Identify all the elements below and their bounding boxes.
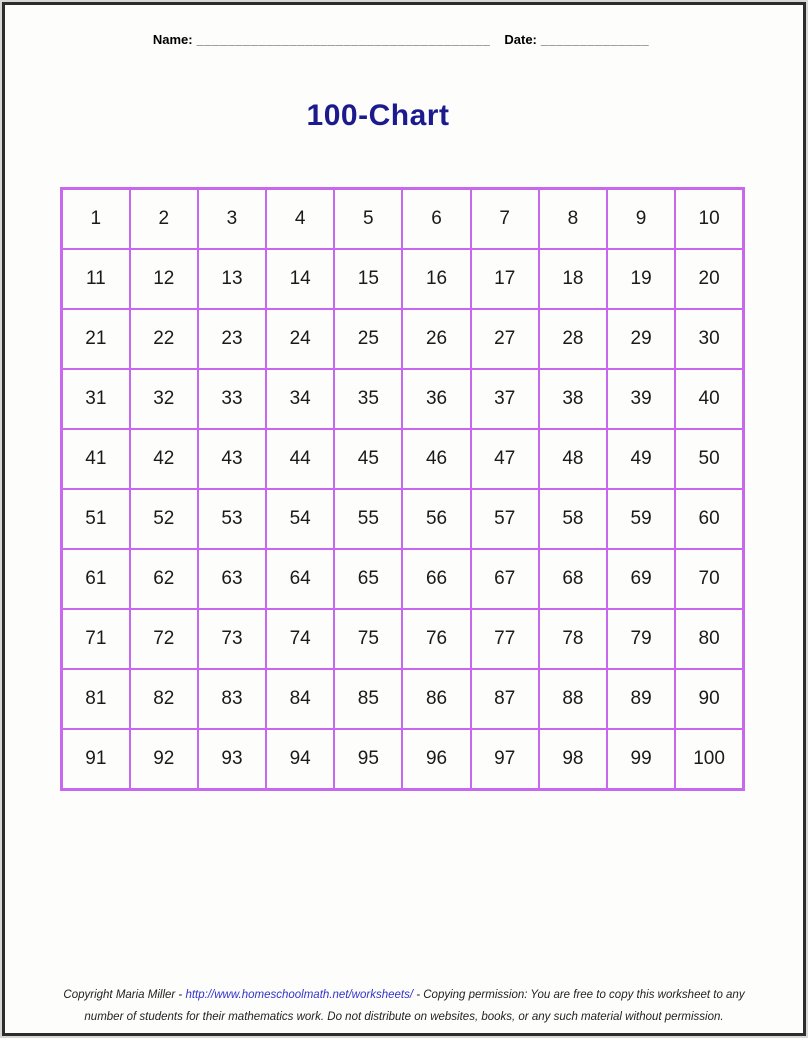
grid-cell: 75 [334, 609, 402, 669]
table-row [62, 429, 744, 489]
grid-cell: 57 [471, 489, 539, 549]
grid-cell: 47 [471, 429, 539, 489]
grid-cell: 12 [130, 249, 198, 309]
grid-cell: 43 [198, 429, 266, 489]
grid-cell: 29 [607, 309, 675, 369]
name-blank-line: ______________________________________ [196, 32, 491, 47]
grid-cell: 61 [62, 549, 130, 609]
grid-cell: 44 [266, 429, 334, 489]
grid-cell: 10 [675, 189, 743, 250]
grid-cell: 4 [266, 189, 334, 250]
page-title: 100-Chart [306, 99, 450, 132]
grid-cell: 64 [266, 549, 334, 609]
table-row [62, 489, 744, 549]
grid-cell: 39 [607, 369, 675, 429]
grid-cell: 100 [675, 729, 743, 790]
grid-cell: 28 [539, 309, 607, 369]
grid-cell: 6 [402, 189, 470, 250]
grid-cell: 19 [607, 249, 675, 309]
table-row [62, 669, 744, 729]
table-row [62, 369, 744, 429]
grid-cell: 27 [471, 309, 539, 369]
worksheet-page [2, 2, 806, 1036]
grid-cell: 46 [402, 429, 470, 489]
grid-cell: 45 [334, 429, 402, 489]
grid-cell: 31 [62, 369, 130, 429]
grid-cell: 69 [607, 549, 675, 609]
grid-cell: 68 [539, 549, 607, 609]
hundred-chart-table-body [62, 189, 744, 790]
name-label: Name: [152, 32, 193, 47]
table-row [62, 249, 744, 309]
grid-cell: 41 [62, 429, 130, 489]
table-row [62, 609, 744, 669]
grid-cell: 56 [402, 489, 470, 549]
grid-cell: 32 [130, 369, 198, 429]
grid-cell: 49 [607, 429, 675, 489]
worksheet-content [5, 5, 803, 1033]
grid-cell: 33 [198, 369, 266, 429]
grid-cell: 84 [266, 669, 334, 729]
grid-cell: 67 [471, 549, 539, 609]
grid-cell: 74 [266, 609, 334, 669]
grid-cell: 91 [62, 729, 130, 790]
grid-cell: 88 [539, 669, 607, 729]
grid-cell: 83 [198, 669, 266, 729]
grid-cell: 25 [334, 309, 402, 369]
hundred-chart-table [60, 187, 745, 791]
table-row [62, 549, 744, 609]
grid-cell: 7 [471, 189, 539, 250]
grid-cell: 72 [130, 609, 198, 669]
grid-cell: 98 [539, 729, 607, 790]
grid-cell: 17 [471, 249, 539, 309]
grid-cell: 94 [266, 729, 334, 790]
grid-cell: 60 [675, 489, 743, 549]
grid-cell: 8 [539, 189, 607, 250]
grid-cell: 34 [266, 369, 334, 429]
grid-cell: 3 [198, 189, 266, 250]
grid-cell: 86 [402, 669, 470, 729]
grid-cell: 30 [675, 309, 743, 369]
grid-cell: 36 [402, 369, 470, 429]
grid-cell: 53 [198, 489, 266, 549]
grid-cell: 2 [130, 189, 198, 250]
copyright-text: Copyright Maria Miller - [63, 989, 186, 1001]
footer [5, 984, 803, 1028]
grid-cell: 76 [402, 609, 470, 669]
table-row [62, 729, 744, 790]
grid-cell: 22 [130, 309, 198, 369]
copying-permission-text: - Copying permission: You are free to copy this worksheet to any [413, 989, 745, 1001]
grid-cell: 20 [675, 249, 743, 309]
grid-cell: 24 [266, 309, 334, 369]
grid-cell: 89 [607, 669, 675, 729]
grid-cell: 90 [675, 669, 743, 729]
grid-cell: 59 [607, 489, 675, 549]
grid-cell: 26 [402, 309, 470, 369]
grid-cell: 78 [539, 609, 607, 669]
grid-cell: 82 [130, 669, 198, 729]
grid-cell: 37 [471, 369, 539, 429]
grid-cell: 80 [675, 609, 743, 669]
grid-cell: 65 [334, 549, 402, 609]
grid-cell: 96 [402, 729, 470, 790]
grid-cell: 21 [62, 309, 130, 369]
grid-cell: 15 [334, 249, 402, 309]
grid-cell: 23 [198, 309, 266, 369]
copyright-line-2: number of students for their mathematics work. Do not distribute on websites, books, or any such material without permission. [84, 1011, 724, 1023]
grid-cell: 79 [607, 609, 675, 669]
grid-cell: 51 [62, 489, 130, 549]
grid-cell: 92 [130, 729, 198, 790]
grid-cell: 97 [471, 729, 539, 790]
grid-cell: 54 [266, 489, 334, 549]
grid-cell: 52 [130, 489, 198, 549]
grid-cell: 40 [675, 369, 743, 429]
grid-cell: 77 [471, 609, 539, 669]
grid-cell: 18 [539, 249, 607, 309]
table-row [62, 309, 744, 369]
grid-cell: 66 [402, 549, 470, 609]
date-blank-line: ______________ [540, 32, 650, 47]
grid-cell: 87 [471, 669, 539, 729]
grid-cell: 99 [607, 729, 675, 790]
grid-cell: 73 [198, 609, 266, 669]
grid-cell: 5 [334, 189, 402, 250]
grid-cell: 55 [334, 489, 402, 549]
grid-cell: 1 [62, 189, 130, 250]
grid-cell: 85 [334, 669, 402, 729]
grid-cell: 63 [198, 549, 266, 609]
copyright-line-1 [5, 984, 803, 1006]
grid-cell: 16 [402, 249, 470, 309]
homeschoolmath-link[interactable]: http://www.homeschoolmath.net/worksheets/ [185, 989, 414, 1001]
date-label: Date: [504, 32, 537, 47]
grid-cell: 42 [130, 429, 198, 489]
grid-cell: 62 [130, 549, 198, 609]
grid-cell: 81 [62, 669, 130, 729]
grid-cell: 35 [334, 369, 402, 429]
grid-cell: 38 [539, 369, 607, 429]
grid-cell: 9 [607, 189, 675, 250]
grid-cell: 48 [539, 429, 607, 489]
grid-cell: 14 [266, 249, 334, 309]
grid-cell: 13 [198, 249, 266, 309]
table-row [62, 189, 744, 250]
grid-cell: 93 [198, 729, 266, 790]
grid-cell: 70 [675, 549, 743, 609]
name-date-line [5, 32, 797, 47]
grid-cell: 71 [62, 609, 130, 669]
grid-cell: 50 [675, 429, 743, 489]
grid-cell: 11 [62, 249, 130, 309]
grid-cell: 58 [539, 489, 607, 549]
grid-cell: 95 [334, 729, 402, 790]
